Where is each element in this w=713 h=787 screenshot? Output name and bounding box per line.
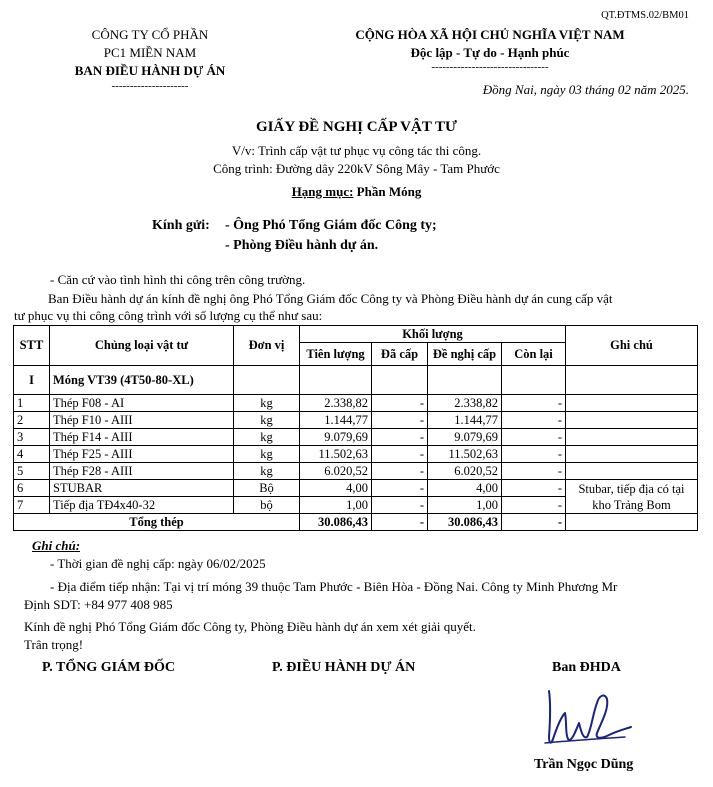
notes-title: Ghi chú: [32,538,81,553]
company-name-line2: PC1 MIỀN NAM [103,45,197,60]
document-date: Đồng Nai, ngày 03 tháng 02 năm 2025. [482,82,689,97]
project-name: Công trình: Đường dây 220kV Sông Mây - Tam Phước [213,161,500,176]
total-issued: - [372,514,428,531]
header-divider-left: --------------------- [111,80,189,92]
note-3: Định SDT: +84 977 408 985 [24,597,173,612]
header-issued: Đã cấp [372,343,428,366]
document-title: GIẤY ĐỀ NGHỊ CẤP VẬT TƯ [255,119,457,135]
header-estimated: Tiên lượng [300,343,372,366]
total-remaining: - [502,514,566,531]
total-requested: 30.086,43 [428,514,502,531]
handwritten-signature-icon [535,683,635,755]
header-requested: Đề nghị cấp [428,343,502,366]
signature-operations-dept: P. ĐIỀU HÀNH DỰ ÁN [272,660,416,675]
table-row: 6 STUBAR Bộ 4,00 - 4,00 - Stubar, tiếp địa có tại kho Trảng Bom [14,480,698,497]
table-row: 7 Tiếp địa TĐ4x40-32 bộ 1,00 - 1,00 - [14,497,698,514]
signer-name: Trần Ngọc Dũng [534,757,634,772]
note-cell [566,480,698,514]
table-row: 1 Thép F08 - AI kg 2.338,82 - 2.338,82 - [14,395,698,412]
signature-deputy-director: P. TỔNG GIÁM ĐỐC [42,660,176,675]
intro-line-1: - Căn cứ vào tình hình thi công trên công trường. [50,272,306,287]
intro-line-2: Ban Điều hành dự án kính đề nghị ông Phó Tổng Giám đốc Công ty và Phòng Điều hành dự án cung cấp vật [48,291,613,306]
table-row: 5 Thép F28 - AIII kg 6.020,52 - 6.020,52 - [14,463,698,480]
header-remaining: Còn lại [502,343,566,366]
section-stt: I [14,366,50,395]
note-1: - Thời gian đề nghị cấp: ngày 06/02/2025 [50,556,266,571]
recipient-2: - Phòng Điều hành dự án. [225,238,379,253]
table-row: 2 Thép F10 - AIII kg 1.144,77 - 1.144,77 - [14,412,698,429]
national-header [330,27,650,73]
note-line-2: kho Trảng Bom [592,497,671,512]
company-name-line1: CÔNG TY CỔ PHẦN [91,27,209,42]
table-row: 4 Thép F25 - AIII kg 11.502,63 - 11.502,63 - [14,446,698,463]
intro-line-3: tư phục vụ thi công công trình với số lượng cụ thể như sau: [14,308,323,323]
header-material: Chủng loại vật tư [50,326,234,366]
header-stt: STT [14,326,50,366]
work-category [0,184,713,200]
table-section-row [14,366,698,395]
company-header [60,27,240,92]
section-name: Móng VT39 (4T50-80-XL) [50,366,234,395]
note-2: - Địa điểm tiếp nhận: Tại vị trí móng 39 thuộc Tam Phước - Biên Hòa - Đồng Nai. Công ty Minh Phương Mr [50,579,618,594]
work-category-label: Hạng mục: [291,184,354,199]
work-category-value: Phần Móng [353,184,422,199]
note-line-1: Stubar, tiếp địa có tại [578,481,685,496]
closing-2: Trân trọng! [24,637,84,652]
header-quantity: Khối lượng [300,326,566,343]
total-label: Tổng thép [14,514,300,531]
recipient-label: Kính gửi: [152,218,210,233]
table-row: 3 Thép F14 - AIII kg 9.079,69 - 9.079,69 - [14,429,698,446]
national-title: CỘNG HÒA XÃ HỘI CHỦ NGHĨA VIỆT NAM [355,27,625,42]
header-note: Ghi chú [566,326,698,366]
document-subject: V/v: Trình cấp vật tư phục vụ công tác thi công. [231,143,482,158]
signature-board: Ban ĐHDA [552,660,621,675]
national-motto: Độc lập - Tự do - Hạnh phúc [410,45,570,60]
header-divider-right: -------------------------------- [431,61,549,73]
form-code: QT.ĐTMS.02/BM01 [601,10,689,21]
materials-table [13,325,698,531]
total-estimated: 30.086,43 [300,514,372,531]
department-name: BAN ĐIỀU HÀNH DỰ ÁN [74,63,226,78]
header-unit: Đơn vị [234,326,300,366]
table-total-row [14,514,698,531]
recipient-1: - Ông Phó Tổng Giám đốc Công ty; [225,218,437,233]
closing-1: Kính đề nghị Phó Tổng Giám đốc Công ty, Phòng Điều hành dự án xem xét giải quyết. [24,619,476,634]
